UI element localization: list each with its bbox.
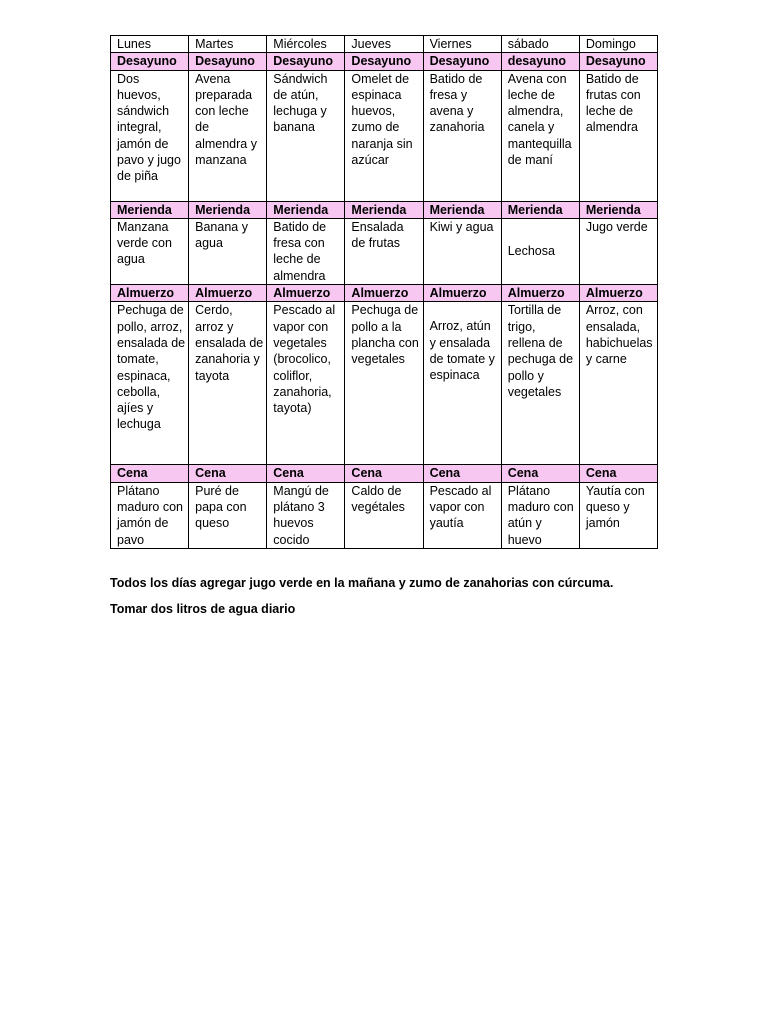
meal-cell: Mangú de plátano 3 huevos cocido [267, 482, 345, 548]
day-header: Jueves [345, 36, 423, 53]
meal-cell: Caldo de vegétales [345, 482, 423, 548]
meal-cell: Ensalada de frutas [345, 218, 423, 284]
meal-cell: Avena con leche de almendra, canela y mantequilla de maní [501, 70, 579, 201]
meal-cell: Puré de papa con queso [189, 482, 267, 548]
meal-label: Merienda [501, 201, 579, 218]
meal-cell: Dos huevos, sándwich integral, jamón de pavo y jugo de piña [111, 70, 189, 201]
meal-cell: Tortilla de trigo, rellena de pechuga de pollo y vegetales [501, 302, 579, 465]
meal-label: Merienda [345, 201, 423, 218]
meal-label: Cena [189, 465, 267, 482]
meal-cell: Plátano maduro con atún y huevo [501, 482, 579, 548]
meal-label: desayuno [501, 53, 579, 70]
cena-header-row [111, 465, 658, 482]
merienda-items-row [111, 218, 658, 284]
meal-label: Almuerzo [189, 285, 267, 302]
meal-cell: Arroz, con ensalada, habichuelas y carne [579, 302, 657, 465]
meal-cell: Batido de frutas con leche de almendra [579, 70, 657, 201]
day-header: sábado [501, 36, 579, 53]
meal-label: Desayuno [579, 53, 657, 70]
meal-label: Almuerzo [501, 285, 579, 302]
meal-label: Merienda [579, 201, 657, 218]
meal-label: Cena [501, 465, 579, 482]
meal-label: Merienda [189, 201, 267, 218]
meal-label: Almuerzo [267, 285, 345, 302]
meal-label: Almuerzo [111, 285, 189, 302]
meal-cell: Kiwi y agua [423, 218, 501, 284]
cena-items-row [111, 482, 658, 548]
day-header: Miércoles [267, 36, 345, 53]
meal-cell: Plátano maduro con jamón de pavo [111, 482, 189, 548]
day-header: Lunes [111, 36, 189, 53]
day-header: Viernes [423, 36, 501, 53]
meal-label: Desayuno [423, 53, 501, 70]
meal-label: Cena [579, 465, 657, 482]
meal-label: Cena [267, 465, 345, 482]
meal-label: Almuerzo [345, 285, 423, 302]
meal-label: Cena [423, 465, 501, 482]
meal-label: Almuerzo [579, 285, 657, 302]
note-daily-juice: Todos los días agregar jugo verde en la mañana y zumo de zanahorias con cúrcuma. [110, 576, 614, 590]
note-water: Tomar dos litros de agua diario [110, 602, 296, 616]
day-header: Martes [189, 36, 267, 53]
merienda-header-row [111, 201, 658, 218]
meal-cell: Arroz, atún y ensalada de tomate y espinaca [423, 302, 501, 465]
meal-cell: Cerdo, arroz y ensalada de zanahoria y tayota [189, 302, 267, 465]
meal-label: Almuerzo [423, 285, 501, 302]
meal-label: Desayuno [345, 53, 423, 70]
meal-label: Desayuno [267, 53, 345, 70]
meal-label: Merienda [423, 201, 501, 218]
meal-cell: Jugo verde [579, 218, 657, 284]
meal-label: Merienda [267, 201, 345, 218]
meal-cell: Pechuga de pollo, arroz, ensalada de tomate, espinaca, cebolla, ajíes y lechuga [111, 302, 189, 465]
meal-cell: Omelet de espinaca huevos, zumo de naranja sin azúcar [345, 70, 423, 201]
meal-cell: Avena preparada con leche de almendra y manzana [189, 70, 267, 201]
meal-cell: Lechosa [501, 218, 579, 284]
meal-cell: Pescado al vapor con vegetales (brocolico, coliflor, zanahoria, tayota) [267, 302, 345, 465]
meal-cell: Pescado al vapor con yautía [423, 482, 501, 548]
meal-label: Desayuno [111, 53, 189, 70]
days-header-row [111, 36, 658, 53]
meal-cell: Banana y agua [189, 218, 267, 284]
meal-cell: Batido de fresa y avena y zanahoria [423, 70, 501, 201]
meal-label: Merienda [111, 201, 189, 218]
meal-cell: Sándwich de atún, lechuga y banana [267, 70, 345, 201]
meal-cell: Batido de fresa con leche de almendra [267, 218, 345, 284]
almuerzo-items-row [111, 302, 658, 465]
meal-cell: Manzana verde con agua [111, 218, 189, 284]
meal-label: Desayuno [189, 53, 267, 70]
notes-section [110, 575, 710, 627]
weekly-meal-plan-table [110, 35, 658, 549]
almuerzo-header-row [111, 285, 658, 302]
meal-cell: Pechuga de pollo a la plancha con vegetales [345, 302, 423, 465]
meal-cell: Yautía con queso y jamón [579, 482, 657, 548]
meal-label: Cena [111, 465, 189, 482]
meal-label: Cena [345, 465, 423, 482]
day-header: Domingo [579, 36, 657, 53]
desayuno-header-row [111, 53, 658, 70]
desayuno-items-row [111, 70, 658, 201]
